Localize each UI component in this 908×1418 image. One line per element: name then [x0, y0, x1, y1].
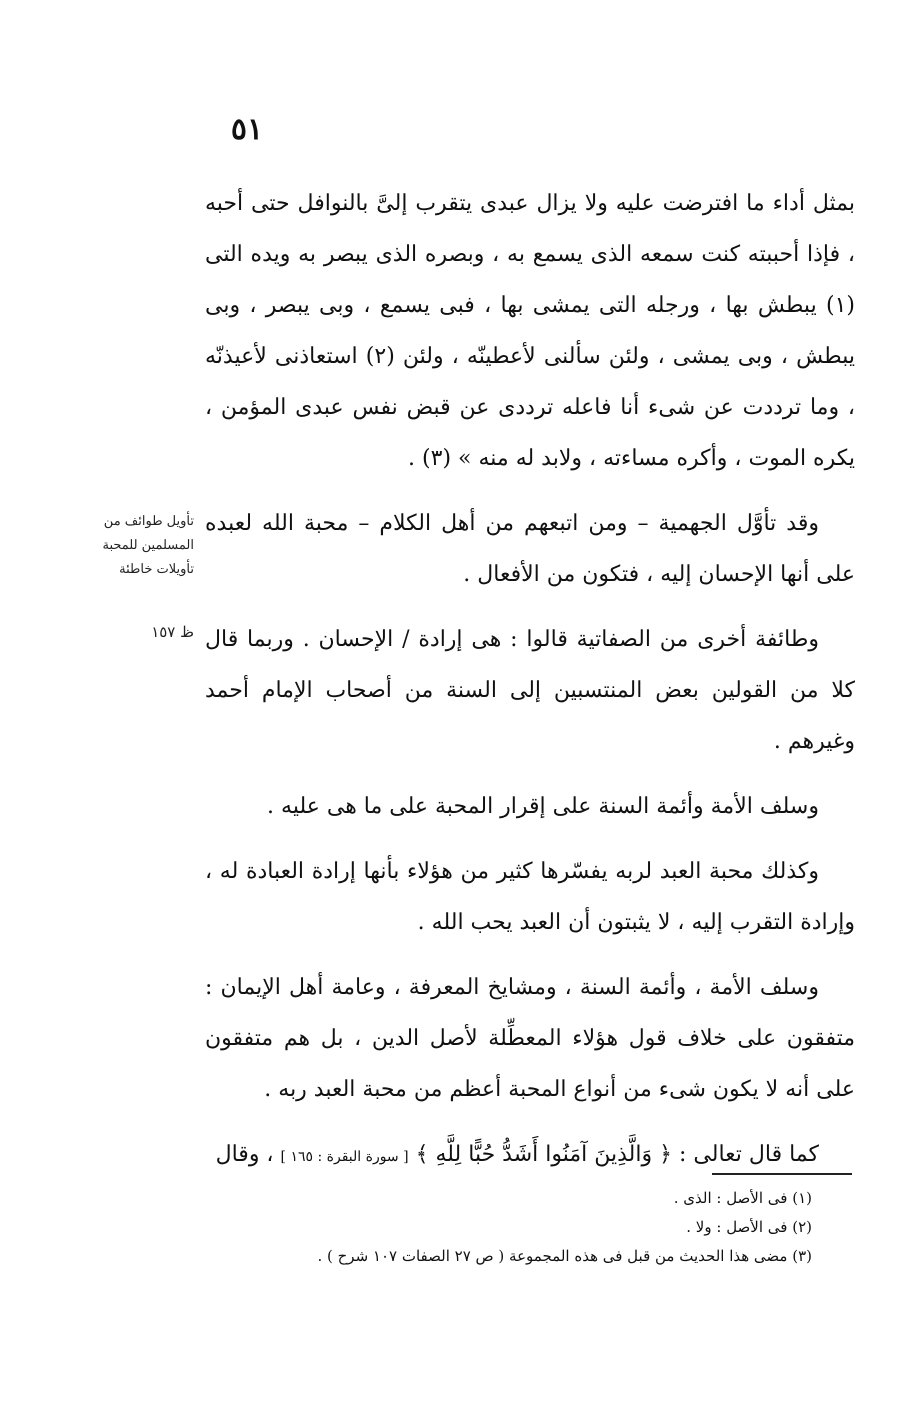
margin-note-folio: ظ ١٥٧: [151, 623, 194, 641]
footnote-3: (٣) مضى هذا الحديث من قبل فى هذه المجموعة ( ص ٢٧ الصفات ١٠٧ شرح ) .: [317, 1247, 812, 1265]
footnote-divider: [712, 1173, 852, 1175]
sura-reference: [ سورة البقرة : ١٦٥ ]: [280, 1149, 409, 1165]
paragraph-sifatiyya: وطائفة أخرى من الصفاتية قالوا : هى إرادة / الإحسان . وربما قال كلا من القولين بعض المنتسبين إلى السنة من أصحاب الإمام أحمد وغيرهم .: [205, 627, 855, 754]
paragraph-jahmiyya: وقد تأوَّل الجهمية – ومن اتبعهم من أهل الكلام – محبة الله لعبده على أنها الإحسان إليه ، فتكون من الأفعال .: [205, 511, 855, 587]
paragraph-salaf-affirmation: وسلف الأمة وأئمة السنة على إقرار المحبة على ما هى عليه .: [267, 794, 819, 819]
footnote-1: (١) فى الأصل : الذى .: [673, 1189, 812, 1207]
main-text: [205, 178, 855, 1183]
footnotes: [220, 1184, 812, 1271]
footnote-2: (٢) فى الأصل : ولا .: [686, 1218, 812, 1236]
citation-lead: كما قال تعالى :: [679, 1142, 819, 1167]
margin-note-taweel: تأويل طوائف من المسلمين للمحبة تأويلات خاطئة: [102, 514, 194, 577]
paragraph-servant-love: وكذلك محبة العبد لربه يفسّرها كثير من هؤلاء بأنها إرادة العبادة له ، وإرادة التقرب إليه ، لا يثبتون أن العبد يحب الله .: [205, 859, 855, 935]
paragraph-salaf-agreement: وسلف الأمة ، وأئمة السنة ، ومشايخ المعرفة ، وعامة أهل الإيمان : متفقون على خلاف قول هؤلاء المعطِّلة لأصل الدين ، بل هم متفقون على أنه لا يكون شىء من أنواع المحبة أعظم من محبة العبد ربه .: [205, 975, 855, 1102]
citation-continuation: ، وقال: [215, 1142, 274, 1167]
quran-verse: ﴿ وَالَّذِينَ آمَنُوا أَشَدُّ حُبًّا لِلَّهِ ﴾: [415, 1142, 673, 1167]
page-number: ٥١: [230, 112, 264, 147]
paragraph-hadith-continuation: بمثل أداء ما افترضت عليه ولا يزال عبدى يتقرب إلىَّ بالنوافل حتى أحبه ، فإذا أحببته كنت سمعه الذى يسمع به ، وبصره الذى يبصر به ويده التى (١) يبطش بها ، ورجله التى يمشى بها ، فبى يسمع ، وبى يبصر ، وبى يبطش ، وبى يمشى ، ولئن سألنى لأعطينّه ، ولئن (٢) استعاذنى لأعيذنّه ، وما ترددت عن شىء أنا فاعله ترددى عن قبض نفس عبدى المؤمن ، يكره الموت ، وأكره مساءته ، ولابد له منه » (٣) .: [205, 191, 855, 471]
